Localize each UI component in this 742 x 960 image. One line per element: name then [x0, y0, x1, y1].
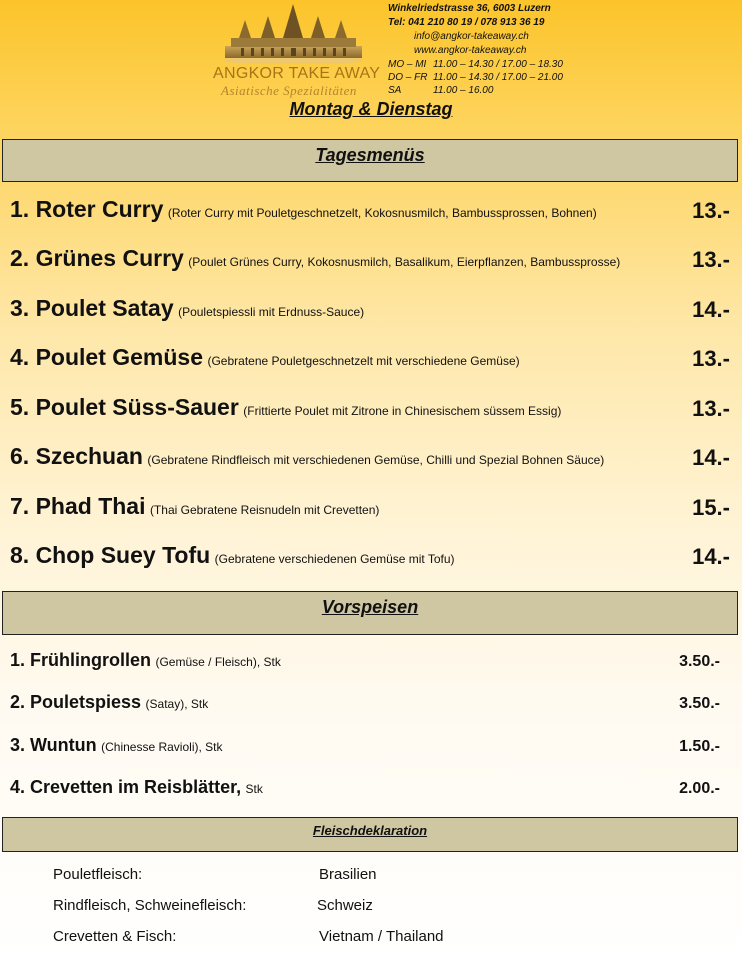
section-header-tagesmenus: Tagesmenüs [2, 139, 738, 182]
starter-title: 2. Pouletspiess [10, 692, 142, 712]
menu-item-title: 6. Szechuan [10, 443, 143, 469]
starter-item [10, 692, 732, 716]
meat-origin: Vietnam / Thailand [319, 928, 444, 945]
contact-info [388, 2, 551, 58]
menu-item-price: 15.- [692, 495, 730, 520]
menu-item-description: (Gebratene Rindfleisch mit verschiedenen Gemüse, Chilli und Spezial Bohnen Säuce) [147, 453, 605, 467]
menu-item [10, 295, 732, 329]
meat-origin: Brasilien [319, 866, 377, 883]
menu-item [10, 196, 732, 230]
logo-name: ANGKOR TAKE AWAY [213, 65, 381, 82]
starter-item [10, 735, 732, 759]
menu-item [10, 344, 732, 378]
address: Winkelriedstrasse 36, 6003 Luzern [388, 3, 551, 14]
meat-type: Pouletfleisch: [53, 866, 143, 883]
menu-item-price: 13.- [692, 198, 730, 223]
starter-description: (Chinesse Ravioli), Stk [101, 740, 223, 754]
starter-description: (Satay), Stk [145, 697, 209, 711]
starter-item [10, 650, 732, 674]
hours-row [388, 84, 563, 97]
menu-item-description: (Pouletspiessli mit Erdnuss-Sauce) [178, 305, 365, 319]
menu-item [10, 493, 732, 527]
menu-item [10, 394, 732, 428]
menu-item-description: (Roter Curry mit Pouletgeschnetzelt, Kokosnusmilch, Bambussprossen, Bohnen) [167, 206, 597, 220]
website-link[interactable]: www.angkor-takeaway.ch [414, 45, 527, 56]
menu-item-description: (Gebratene Pouletgeschnetzelt mit verschiedene Gemüse) [207, 354, 520, 368]
hours-days: DO – FR [388, 72, 428, 83]
menu-item [10, 443, 732, 477]
menu-item-description: (Poulet Grünes Curry, Kokosnusmilch, Basalikum, Eierpflanzen, Bambussprosse) [188, 255, 621, 269]
hours-times: 11.00 – 16.00 [433, 85, 494, 96]
menu-item-price: 14.- [692, 544, 730, 569]
menu-item-description: (Frittierte Poulet mit Zitrone in Chinesischem süssem Essig) [243, 404, 562, 418]
menu-item-title: 7. Phad Thai [10, 493, 146, 519]
email-link[interactable]: info@angkor-takeaway.ch [414, 31, 529, 42]
hours-times: 11.00 – 14.30 / 17.00 – 21.00 [433, 72, 563, 83]
starter-price: 2.00.- [679, 780, 720, 797]
section-header-fleischdeklaration: Fleischdeklaration [2, 817, 738, 852]
menu-item-title: 3. Poulet Satay [10, 295, 174, 321]
meat-type: Crevetten & Fisch: [53, 928, 177, 945]
menu-item-price: 13.- [692, 247, 730, 272]
menu-item-title: 5. Poulet Süss-Sauer [10, 394, 239, 420]
section-header-vorspeisen: Vorspeisen [2, 591, 738, 635]
menu-item [10, 542, 732, 576]
menu-item-title: 8. Chop Suey Tofu [10, 542, 211, 568]
menu-item [10, 245, 732, 279]
starter-title: 1. Frühlingrollen [10, 650, 152, 670]
hours-row [388, 71, 563, 84]
phone: Tel: 041 210 80 19 / 078 913 36 19 [388, 17, 545, 28]
meat-origin: Schweiz [317, 897, 373, 914]
menu-item-description: (Gebratene verschiedenen Gemüse mit Tofu) [214, 552, 455, 566]
logo-subtitle: Asiatische Spezialitäten [221, 83, 357, 98]
starter-item [10, 777, 732, 801]
day-title: Montag & Dienstag [289, 99, 453, 119]
starter-title: 4. Crevetten im Reisblätter, [10, 777, 242, 797]
starter-price: 1.50.- [679, 738, 720, 755]
menu-item-title: 4. Poulet Gemüse [10, 344, 204, 370]
starter-description: (Gemüse / Fleisch), Stk [155, 655, 281, 669]
hours-times: 11.00 – 14.30 / 17.00 – 18.30 [433, 59, 563, 70]
menu-item-price: 13.- [692, 396, 730, 421]
restaurant-logo [213, 2, 381, 98]
hours-days: SA [388, 85, 402, 96]
menu-item-title: 2. Grünes Curry [10, 245, 184, 271]
starter-title: 3. Wuntun [10, 735, 97, 755]
menu-item-price: 14.- [692, 297, 730, 322]
menu-item-price: 13.- [692, 346, 730, 371]
menu-item-price: 14.- [692, 445, 730, 470]
opening-hours [388, 58, 563, 97]
menu-item-description: (Thai Gebratene Reisnudeln mit Crevetten) [149, 503, 380, 517]
starter-description: Stk [245, 782, 263, 796]
hours-row [388, 58, 563, 71]
starter-price: 3.50.- [679, 653, 720, 670]
hours-days: MO – MI [388, 59, 427, 70]
starter-price: 3.50.- [679, 695, 720, 712]
temple-logo-icon [221, 2, 366, 64]
menu-item-title: 1. Roter Curry [10, 196, 164, 222]
meat-type: Rindfleisch, Schweinefleisch: [53, 897, 247, 914]
